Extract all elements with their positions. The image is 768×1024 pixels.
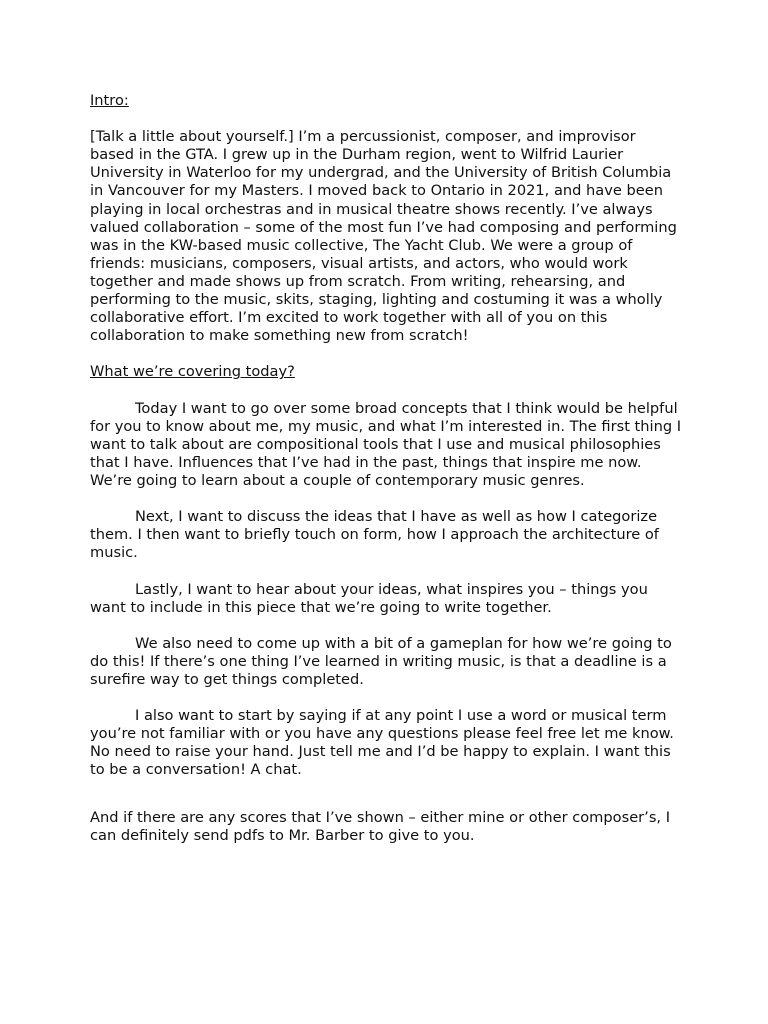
paragraph-gameplan: We also need to come up with a bit of a gameplan for how we’re going to do this! If there’s one thing I’ve learned in writing music, is that a deadline is a surefire way to get things completed.	[90, 634, 672, 688]
closing-paragraph: And if there are any scores that I’ve shown – either mine or other composer’s, I can definitely send pdfs to Mr. Barber to give to you.	[90, 808, 671, 844]
spacer	[90, 562, 682, 580]
covering-heading: What we’re covering today?	[90, 363, 295, 381]
spacer	[90, 490, 682, 508]
spacer	[90, 780, 682, 809]
spacer	[90, 617, 682, 635]
paragraph-overview: Today I want to go over some broad concepts that I think would be helpful for you to know about me, my music, and what I’m interested in. The first thing I want to talk about are compositional tools that I use and musical philosophies that I have. Influences that I’ve had in the past, things that inspire me now. We’re going to learn about a couple of contemporary music genres.	[90, 399, 682, 489]
spacer	[90, 382, 682, 400]
intro-paragraph: [Talk a little about yourself.] I’m a percussionist, composer, and improvisor based in the GTA. I grew up in the Durham region, went to Wilfrid Laurier University in Waterloo for my undergrad, and the University of British Columbia in Vancouver for my Masters. I moved back to Ontario in 2021, and have been playing in local orchestras and in musical theatre shows recently. I’ve always valued collaboration – some of the most fun I’ve had composing and performing was in the KW-based music collective, The Yacht Club. We were a group of friends: musicians, composers, visual artists, and actors, who would work together and made shows up from scratch. From writing, rehearsing, and performing to the music, skits, staging, lighting and costuming it was a wholly collaborative effort. I’m excited to work together with all of you on this collaboration to make something new from scratch!	[90, 128, 677, 345]
paragraph-lastly: Lastly, I want to hear about your ideas, what inspires you – things you want to include in this piece that we’re going to write together.	[90, 580, 648, 616]
document-page	[90, 92, 682, 845]
spacer	[90, 345, 682, 363]
intro-heading: Intro:	[90, 92, 129, 109]
spacer	[90, 689, 682, 707]
paragraph-questions: I also want to start by saying if at any point I use a word or musical term you’re not familiar with or you have any questions please feel free let me know. No need to raise your hand. Just tell me and I’d be happy to explain. I want this to be a conversation! A chat.	[90, 707, 674, 779]
spacer	[90, 110, 682, 128]
paragraph-next: Next, I want to discuss the ideas that I have as well as how I categorize them. I then want to briefly touch on form, how I approach the architecture of music.	[90, 508, 659, 562]
